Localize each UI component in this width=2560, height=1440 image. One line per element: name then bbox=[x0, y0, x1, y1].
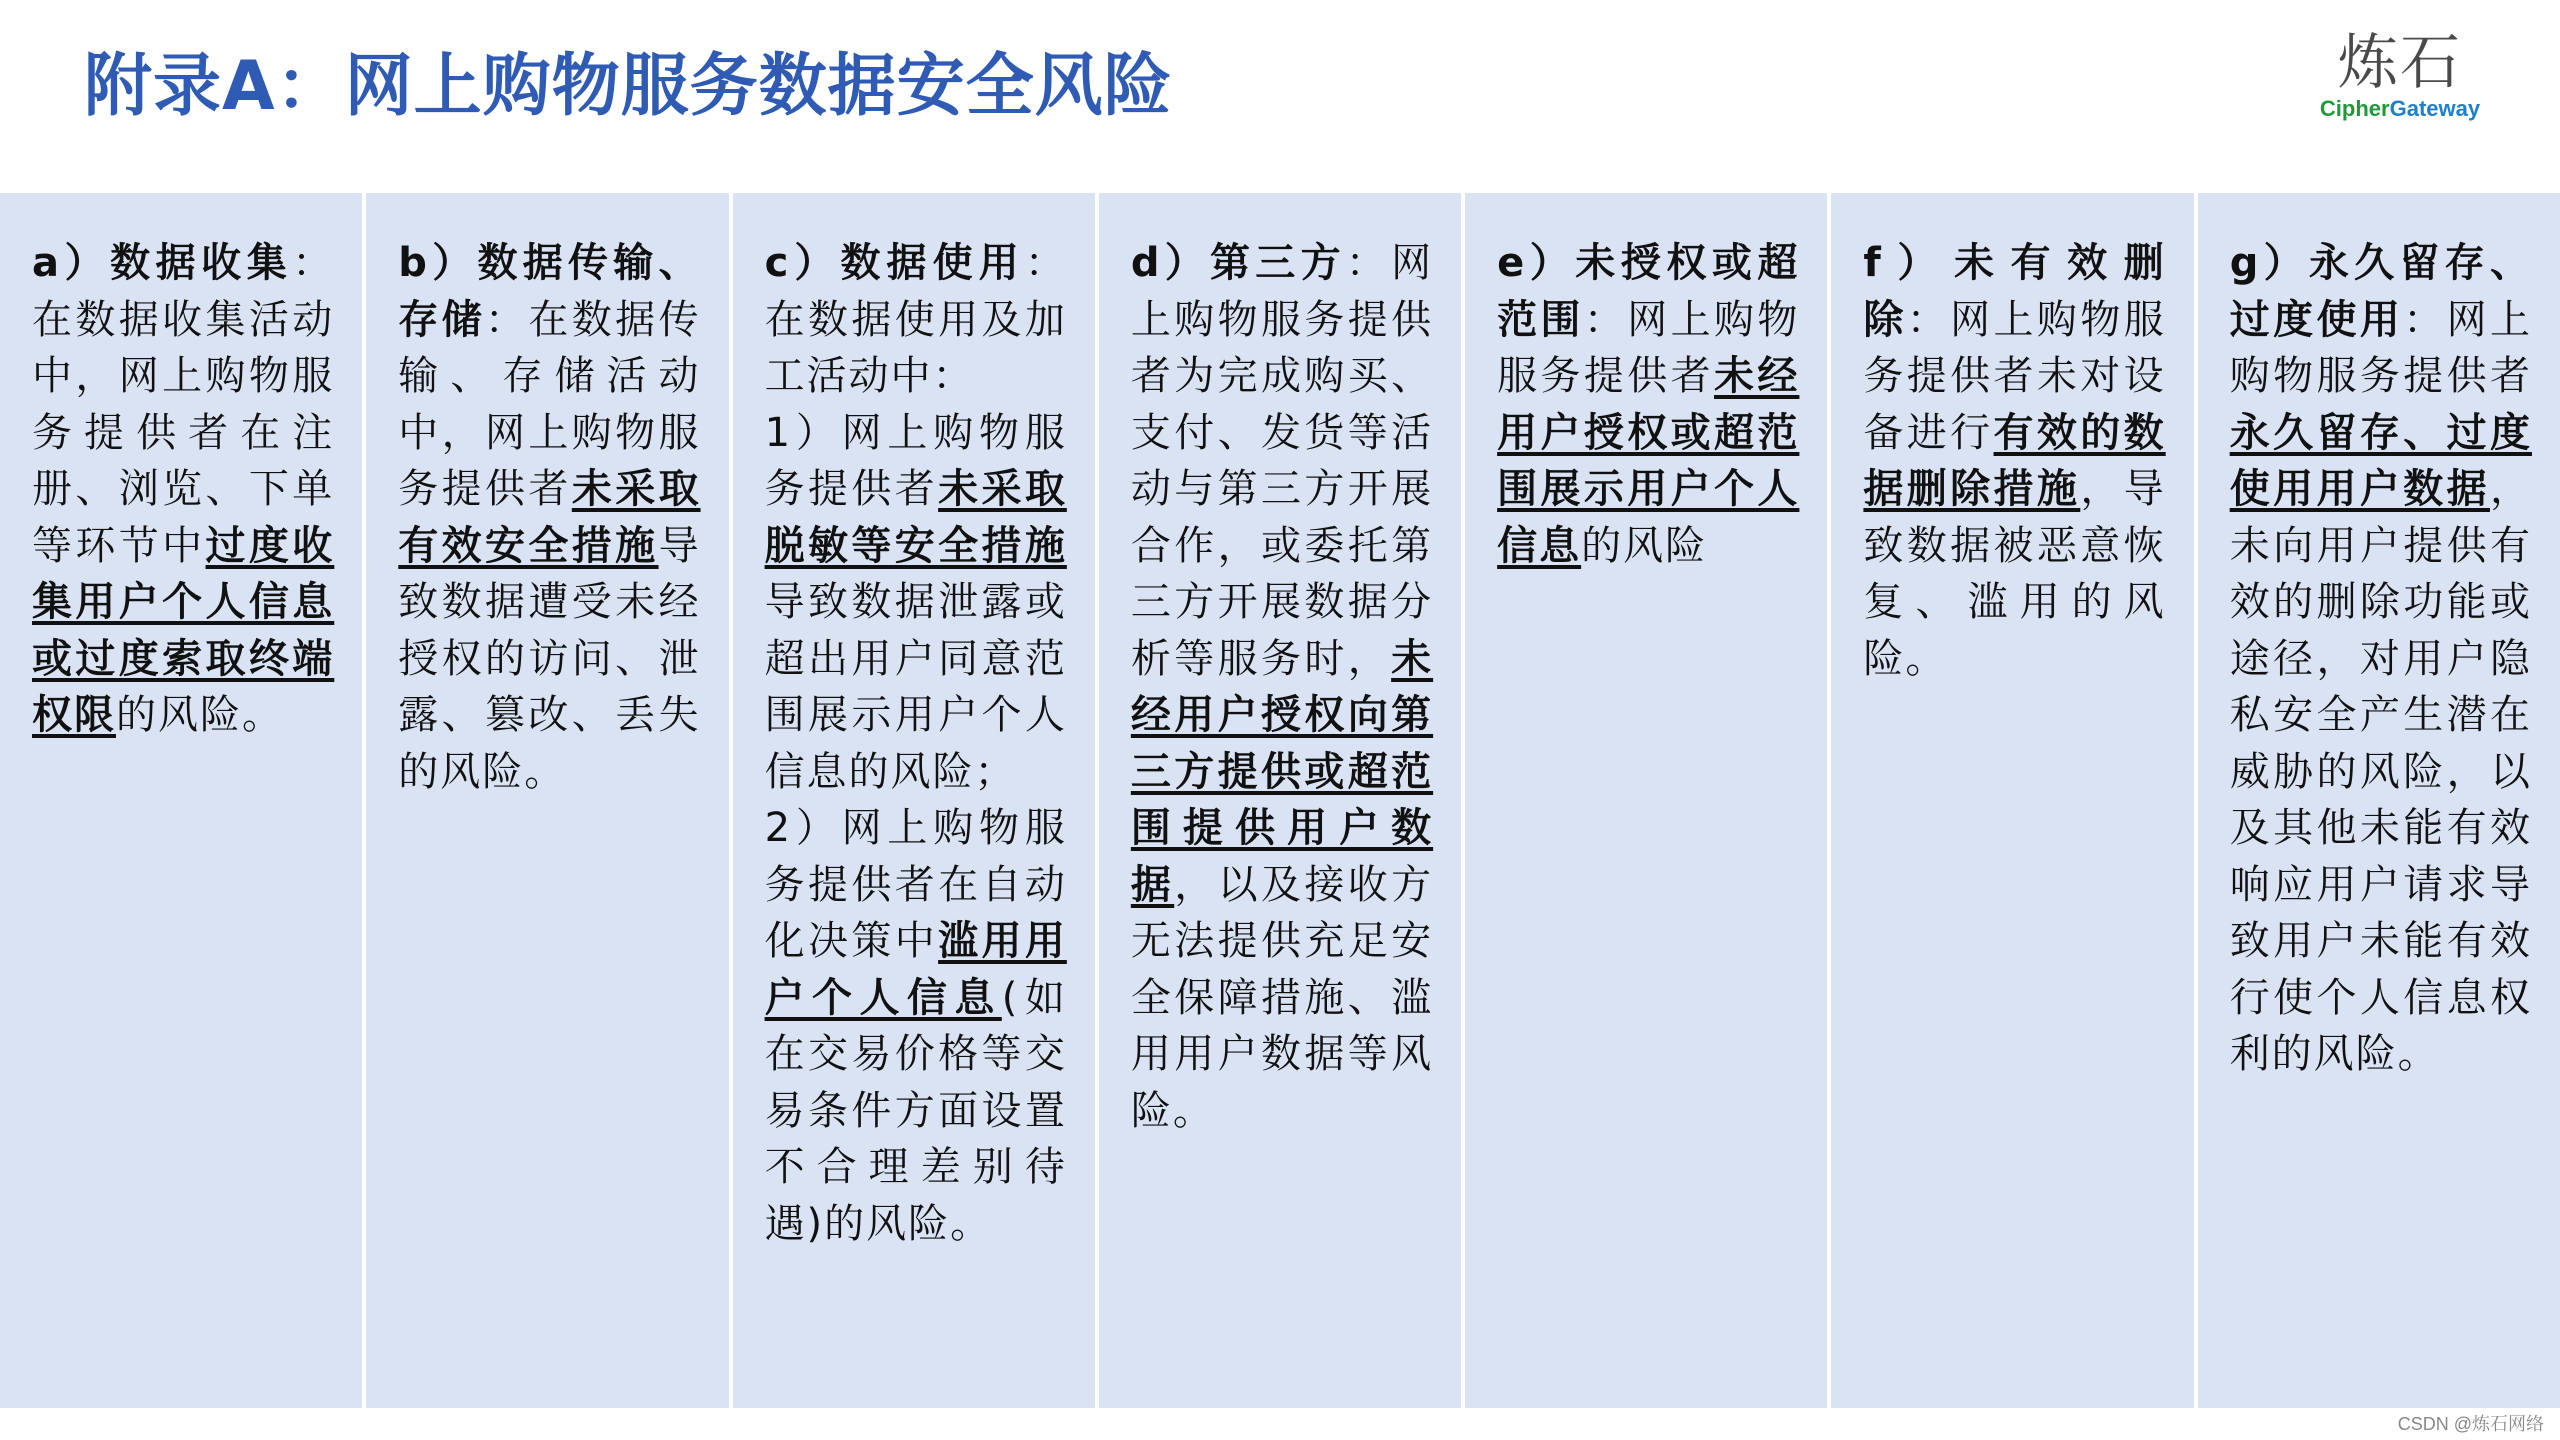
csdn-watermark: CSDN @炼石网络 bbox=[2397, 1414, 2544, 1434]
risk-body: 导致数据泄露或超出用户同意范围展示用户个人信息的风险； bbox=[764, 579, 1067, 795]
risk-body: 2）网上购物服务提供者在自动化决策中 bbox=[764, 805, 1067, 964]
risk-emphasis: 永久留存、过度使用用户数据 bbox=[2229, 409, 2532, 512]
risk-emphasis: 滥用用户个人信息 bbox=[764, 918, 1067, 1021]
risk-column-f bbox=[1831, 193, 2193, 1408]
risk-body: (如在交易价格等交易条件方面设置不合理差别待遇)的风险。 bbox=[764, 974, 1067, 1247]
risk-body: ：在数据使用及加工活动中： bbox=[764, 240, 1067, 399]
risk-heading: c）数据使用 bbox=[764, 240, 1025, 286]
logo-subtitle bbox=[2300, 96, 2500, 122]
risk-column-g bbox=[2198, 193, 2560, 1408]
risk-column-b bbox=[366, 193, 728, 1408]
risk-emphasis: 有效的数据删除措施 bbox=[1863, 409, 2166, 512]
risk-heading: d）第三方 bbox=[1130, 240, 1346, 286]
risk-emphasis: 未采取脱敏等安全措施 bbox=[764, 466, 1067, 569]
risk-body: 1）网上购物服务提供者 bbox=[764, 409, 1067, 512]
risk-heading: a）数据收集 bbox=[32, 240, 293, 286]
risk-emphasis: 未经用户授权或超范围展示用户个人信息 bbox=[1497, 353, 1800, 569]
risk-body: 导致数据遭受未经授权的访问、泄露、篡改、丢失的风险。 bbox=[398, 522, 701, 795]
risk-columns bbox=[0, 193, 2560, 1408]
company-logo bbox=[2300, 30, 2500, 130]
risk-emphasis: 未采取有效安全措施 bbox=[398, 466, 701, 569]
logo-mark: 炼石 bbox=[2338, 28, 2462, 98]
risk-column-d bbox=[1099, 193, 1461, 1408]
risk-text bbox=[765, 235, 1067, 1252]
logo-subtitle-gateway: Gateway bbox=[2389, 96, 2481, 121]
risk-body: ：网上购物服务提供者为完成购买、支付、发货等活动与第三方开展合作，或委托第三方开展数据分析等服务时， bbox=[1130, 240, 1434, 682]
risk-text bbox=[32, 235, 334, 744]
risk-body: 的风险 bbox=[1581, 522, 1708, 569]
risk-emphasis: 未经用户授权向第三方提供或超范围提供用户数据 bbox=[1130, 635, 1434, 908]
risk-body: ：在数据收集活动中，网上购物服务提供者在注册、浏览、下单等环节中 bbox=[32, 240, 335, 569]
risk-body: ，导致数据被恶意恢复、滥用的风险。 bbox=[1863, 466, 2166, 682]
risk-column-a bbox=[0, 193, 362, 1408]
page-title: 附录A：网上购物服务数据安全风险 bbox=[84, 47, 1173, 126]
risk-body: ：网上购物服务提供者未对设备进行 bbox=[1863, 296, 2166, 456]
risk-text bbox=[2230, 235, 2532, 1083]
risk-emphasis: 过度收集用户个人信息或过度索取终端权限 bbox=[32, 522, 335, 738]
risk-heading: e）未授权或超范围 bbox=[1497, 240, 1800, 343]
risk-body: ，以及接收方无法提供充足安全保障措施、滥用用户数据等风险。 bbox=[1130, 861, 1434, 1134]
risk-text bbox=[1497, 235, 1799, 574]
risk-body: ：网上购物服务提供者 bbox=[1497, 296, 1800, 399]
risk-body: ：在数据传输、存储活动中，网上购物服务提供者 bbox=[398, 296, 701, 512]
logo-subtitle-cipher: Cipher bbox=[2319, 96, 2390, 121]
risk-text bbox=[1131, 235, 1433, 1139]
risk-body: 的风险。 bbox=[116, 692, 284, 738]
risk-heading: g）永久留存、过度使用 bbox=[2229, 240, 2532, 343]
risk-column-c bbox=[733, 193, 1095, 1408]
risk-body: ，未向用户提供有效的删除功能或途径，对用户隐私安全产生潜在威胁的风险，以及其他未能有效响应用户请求导致用户未能有效行使个人信息权利的风险。 bbox=[2229, 466, 2532, 1077]
risk-column-e bbox=[1465, 193, 1827, 1408]
risk-body: ：网上购物服务提供者 bbox=[2229, 296, 2532, 399]
risk-heading: f）未有效删除 bbox=[1863, 240, 2166, 343]
risk-text bbox=[398, 235, 700, 800]
risk-text bbox=[1863, 235, 2165, 687]
risk-heading: b）数据传输、存储 bbox=[398, 240, 701, 343]
